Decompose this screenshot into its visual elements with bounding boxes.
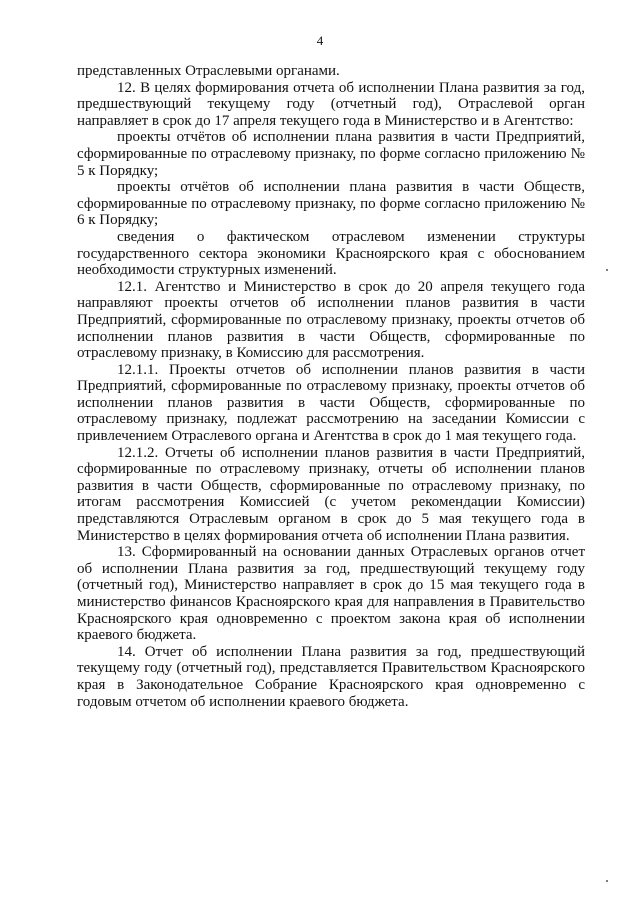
- paragraph-12-item-companies: проекты отчётов об исполнении плана развития в части Обществ, сформированные по отраслевому признаку, по форме согласно приложению № 6 к Порядку;: [77, 179, 585, 229]
- paragraph-continuation: представленных Отраслевыми органами.: [77, 63, 340, 79]
- scan-speck: [606, 269, 608, 271]
- paragraph-12: 12. В целях формирования отчета об исполнении Плана развития за год, предшествующий текущему году (отчетный год), Отраслевой орган направляет в срок до 17 апреля текущего года в Министерство и в Агентство:: [77, 79, 585, 129]
- document-body: [77, 63, 585, 710]
- paragraph-12-1: 12.1. Агентство и Министерство в срок до 20 апреля текущего года направляют проекты отчетов об исполнении планов развития в части Предприятий, сформированные по отраслевому признаку, проекты отчетов об исполнении планов развития в части Обществ, сформированные по отраслевому признаку, в Комиссию для рассмотрения.: [77, 278, 585, 362]
- paragraph-12-1-2: 12.1.2. Отчеты об исполнении планов развития в части Предприятий, сформированные по отраслевому признаку, отчеты об исполнении планов развития в части Обществ, сформированные по отраслевому признаку, по итогам рассмотрения Комиссией (с учетом рекомендации Комиссии) представляются Отраслевым органом в срок до 5 мая текущего года в Министерство в целях формирования отчета об исполнении Плана развития.: [77, 444, 585, 544]
- paragraph-12-1-1: 12.1.1. Проекты отчетов об исполнении планов развития в части Предприятий, сформированные по отраслевому признаку, проекты отчетов об исполнении планов развития в части Обществ, сформированные по отраслевому признаку, подлежат рассмотрению на заседании Комиссии с привлечением Отраслевого органа и Агентства в срок до 1 мая текущего года.: [77, 361, 585, 445]
- paragraph-12-item-structure: сведения о фактическом отраслевом изменении структуры государственного сектора экономики Красноярского края с обоснованием необходимости структурных изменений.: [77, 228, 585, 279]
- paragraph-14: 14. Отчет об исполнении Плана развития за год, предшествующий текущему году (отчетный год), представляется Правительством Красноярского края в Законодательное Собрание Красноярского края одновременно с годовым отчетом об исполнении краевого бюджета.: [77, 643, 585, 710]
- page-number: 4: [316, 33, 324, 48]
- scan-speck: [606, 880, 608, 882]
- paragraph-13: 13. Сформированный на основании данных Отраслевых органов отчет об исполнении Плана развития за год, предшествующий текущему году (отчетный год), Министерство направляет в срок до 15 мая текущего года в министерство финансов Красноярского края для направления в Правительство Красноярского края одновременно с проектом закона края об исполнении краевого бюджета.: [77, 544, 585, 644]
- paragraph-12-item-enterprises: проекты отчётов об исполнении плана развития в части Предприятий, сформированные по отраслевому признаку, по форме согласно приложению № 5 к Порядку;: [77, 129, 585, 179]
